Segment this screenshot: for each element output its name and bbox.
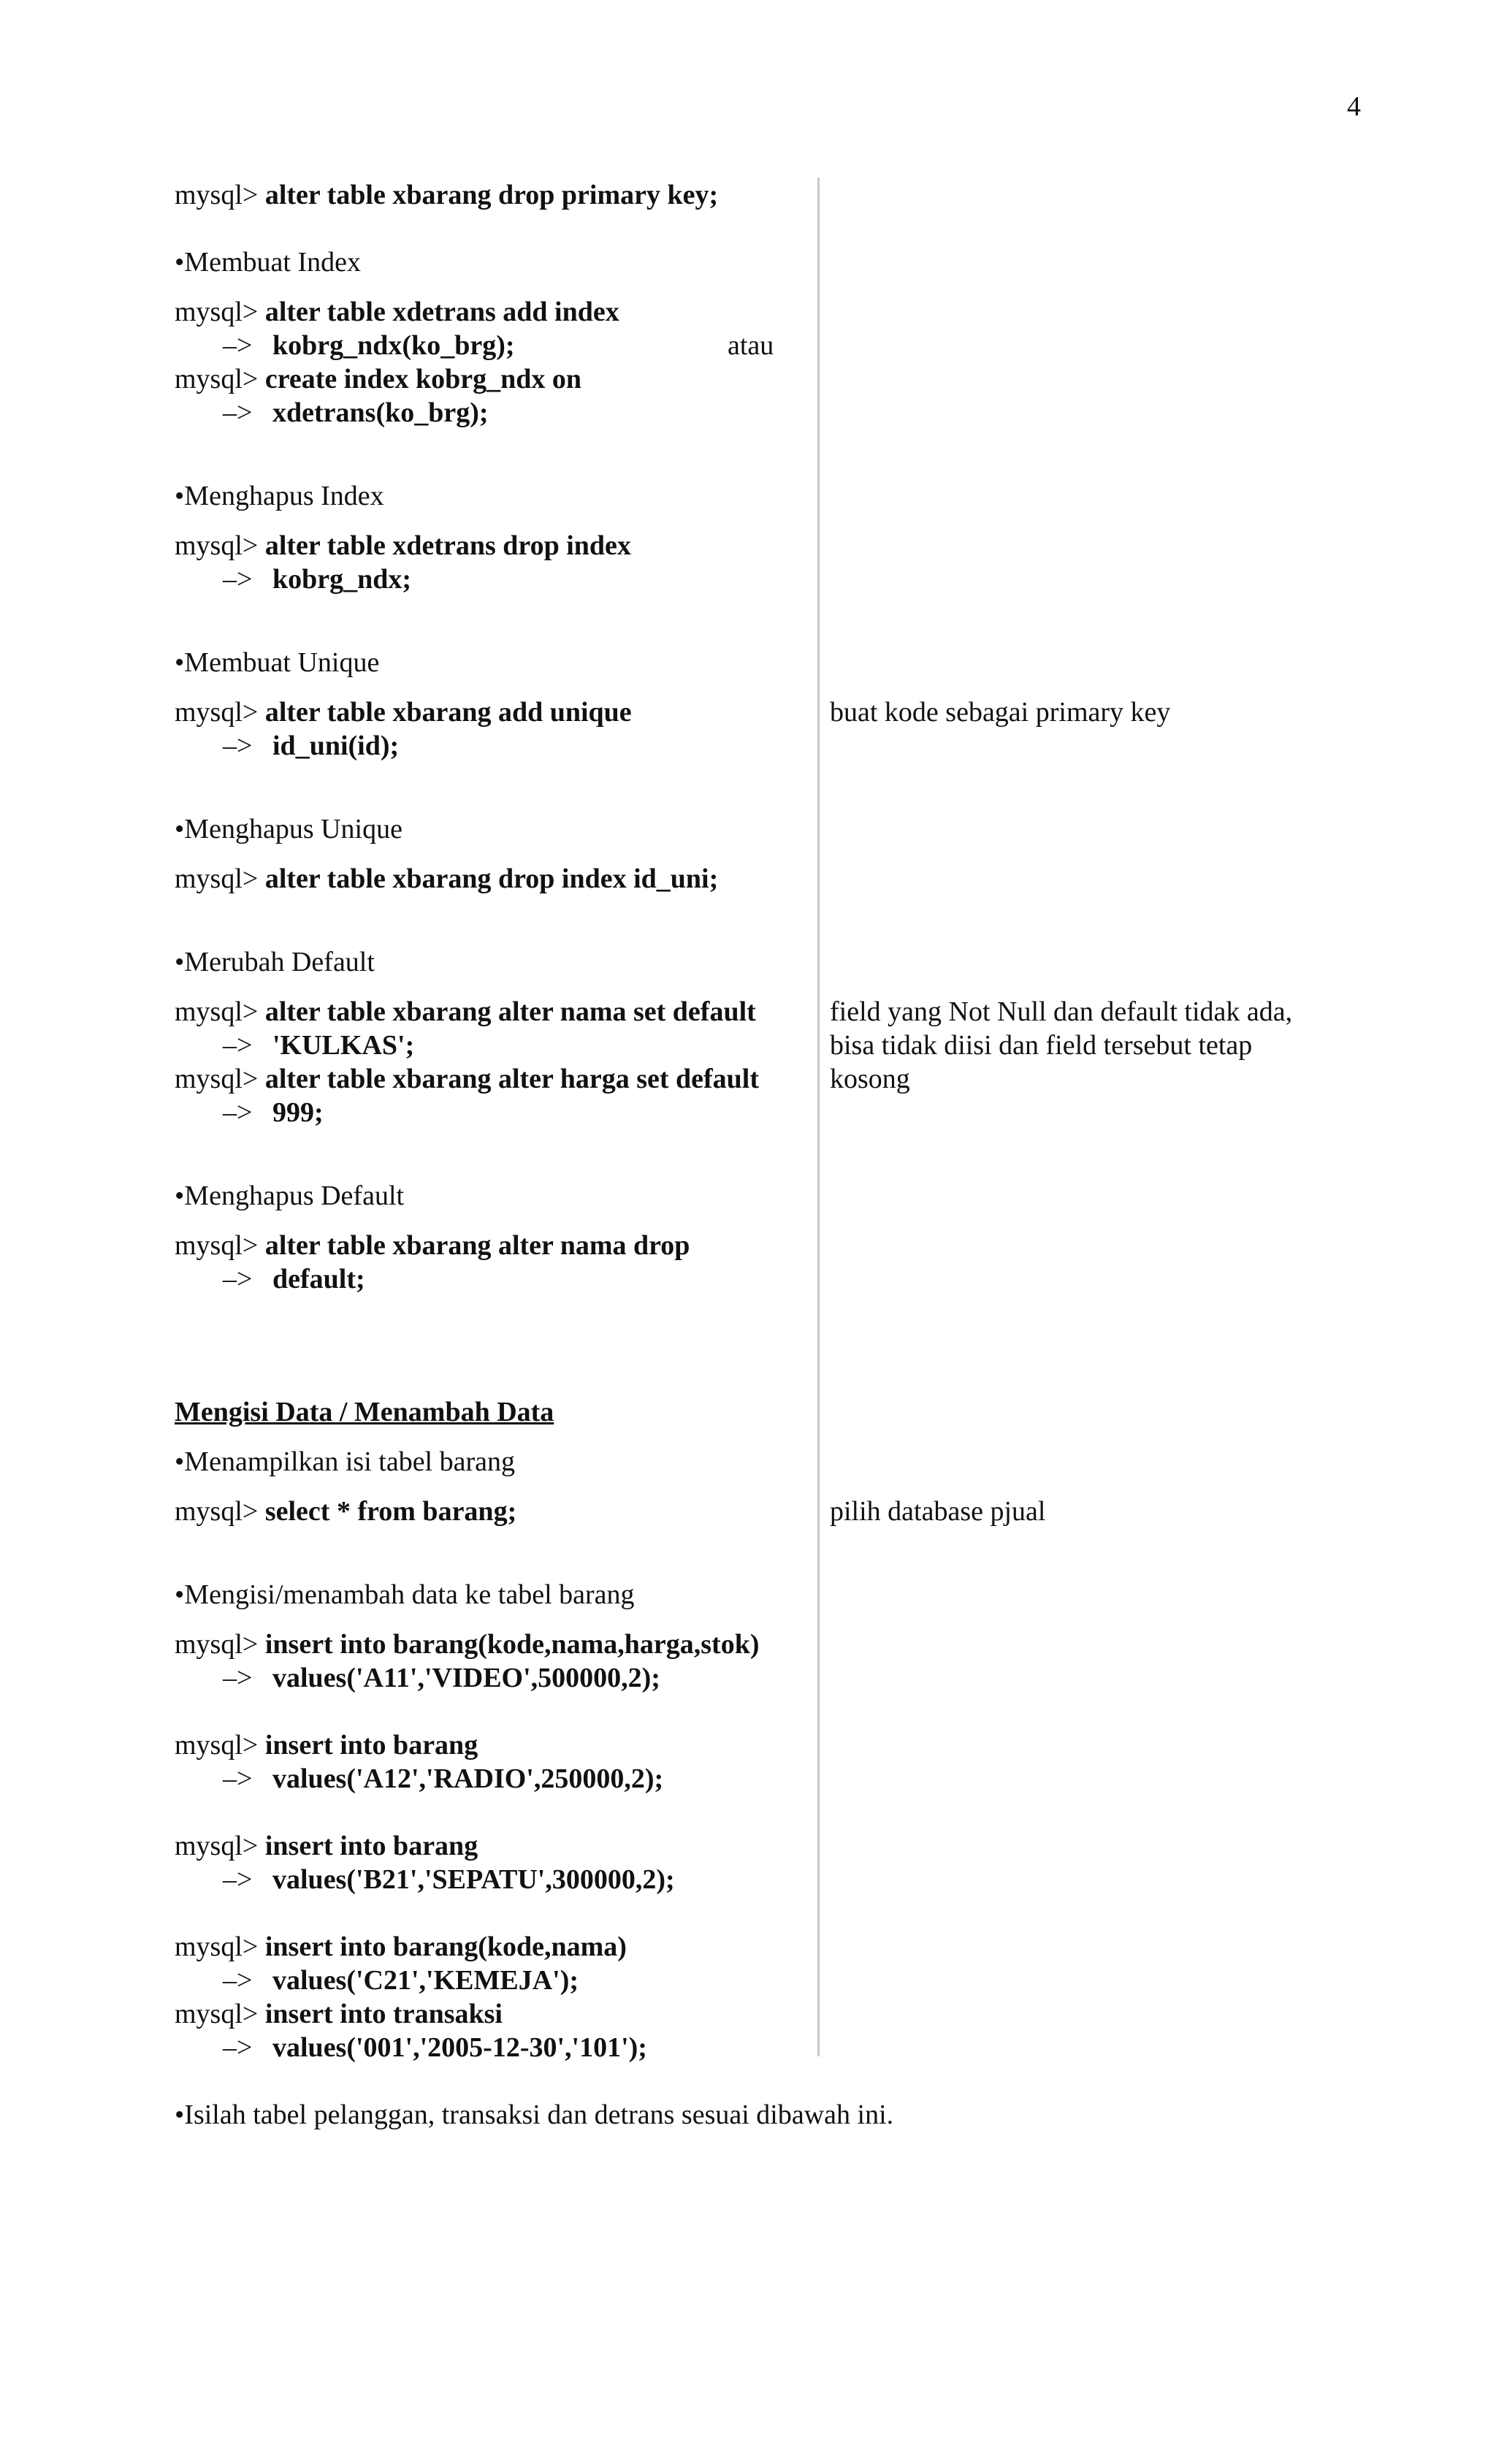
mysql-prompt: mysql> <box>175 1064 259 1094</box>
mysql-prompt: mysql> <box>175 364 259 394</box>
mysql-prompt: mysql> <box>175 297 259 327</box>
sql-command: 999; <box>272 1097 324 1128</box>
sql-continuation <box>223 1964 579 1997</box>
sql-continuation <box>223 1029 414 1062</box>
bullet-menghapus-unique: •Menghapus Unique <box>175 814 402 844</box>
sql-command: create index kobrg_ndx on <box>264 364 582 394</box>
continuation-arrow: –> <box>223 1864 253 1895</box>
bullet-isilah: •Isilah tabel pelanggan, transaksi dan detrans sesuai dibawah ini. <box>175 2099 894 2130</box>
continuation-arrow: –> <box>223 1264 253 1294</box>
sql-command: alter table xbarang drop index id_uni; <box>264 863 719 894</box>
sql-command: values('A11','VIDEO',500000,2); <box>272 1663 660 1693</box>
bullet-menampilkan: •Menampilkan isi tabel barang <box>175 1446 516 1477</box>
sql-command: insert into transaksi <box>264 1999 503 2029</box>
continuation-arrow: –> <box>223 1097 253 1128</box>
sql-command: kobrg_ndx; <box>272 564 412 595</box>
mysql-prompt: mysql> <box>175 1931 259 1962</box>
mysql-prompt: mysql> <box>175 697 259 728</box>
sql-command: values('A12','RADIO',250000,2); <box>272 1763 664 1794</box>
sql-command: default; <box>272 1264 365 1294</box>
note-default-line-2: bisa tidak diisi dan field tersebut tetap <box>830 1030 1253 1061</box>
sql-command: alter table xbarang add unique <box>264 697 632 728</box>
sql-command: alter table xdetrans drop index <box>264 530 631 561</box>
continuation-arrow: –> <box>223 2032 253 2063</box>
continuation-arrow: –> <box>223 1965 253 1996</box>
note-select: pilih database pjual <box>830 1496 1046 1527</box>
sql-continuation <box>223 1762 663 1796</box>
continuation-arrow: –> <box>223 564 253 595</box>
bullet-membuat-unique: •Membuat Unique <box>175 647 380 678</box>
sql-line-insert-5 <box>175 1997 503 2031</box>
page-number: 4 <box>1347 91 1361 122</box>
mysql-prompt: mysql> <box>175 996 259 1027</box>
continuation-arrow: –> <box>223 1030 253 1061</box>
sql-line-add-index <box>175 295 619 329</box>
continuation-arrow: –> <box>223 1763 253 1794</box>
sql-command: alter table xbarang alter nama drop <box>264 1230 690 1261</box>
sql-continuation <box>223 396 489 430</box>
mysql-prompt: mysql> <box>175 530 259 561</box>
section-heading: Mengisi Data / Menambah Data <box>175 1397 554 1427</box>
sql-line-drop-primary-key <box>175 178 718 212</box>
sql-line-insert-2 <box>175 1728 478 1762</box>
sql-command: values('B21','SEPATU',300000,2); <box>272 1864 675 1895</box>
sql-line-set-default-harga <box>175 1062 759 1096</box>
sql-line-add-unique <box>175 695 632 729</box>
continuation-arrow: –> <box>223 731 253 761</box>
sql-continuation <box>223 1863 675 1896</box>
sql-continuation <box>223 1096 324 1129</box>
sql-command: values('001','2005-12-30','101'); <box>272 2032 647 2063</box>
note-default-line-1: field yang Not Null dan default tidak ada, <box>830 996 1293 1027</box>
mysql-prompt: mysql> <box>175 1730 259 1761</box>
sql-line-insert-3 <box>175 1829 478 1863</box>
sql-continuation <box>223 562 411 596</box>
sql-command: values('C21','KEMEJA'); <box>272 1965 579 1996</box>
sql-command: id_uni(id); <box>272 731 400 761</box>
sql-command: insert into barang <box>264 1730 478 1761</box>
continuation-arrow: –> <box>223 397 253 428</box>
sql-command: insert into barang(kode,nama,harga,stok) <box>264 1629 760 1660</box>
bullet-membuat-index: •Membuat Index <box>175 247 361 278</box>
sql-command: insert into barang(kode,nama) <box>264 1931 627 1962</box>
continuation-arrow: –> <box>223 330 253 361</box>
sql-line-create-index <box>175 362 581 396</box>
sql-continuation <box>223 329 515 362</box>
sql-line-drop-unique <box>175 862 718 896</box>
sql-continuation <box>223 1661 660 1695</box>
sql-line-drop-default <box>175 1229 690 1262</box>
sql-command: select * from barang; <box>264 1496 517 1527</box>
sql-continuation <box>223 1262 365 1296</box>
sql-command: alter table xbarang alter harga set default <box>264 1064 760 1094</box>
mysql-prompt: mysql> <box>175 1999 259 2029</box>
mysql-prompt: mysql> <box>175 863 259 894</box>
bullet-menghapus-index: •Menghapus Index <box>175 481 384 511</box>
or-label: atau <box>728 330 774 361</box>
sql-command: kobrg_ndx(ko_brg); <box>272 330 515 361</box>
note-unique: buat kode sebagai primary key <box>830 697 1171 728</box>
continuation-arrow: –> <box>223 1663 253 1693</box>
sql-command: insert into barang <box>264 1831 478 1861</box>
sql-line-insert-1 <box>175 1628 760 1661</box>
sql-line-set-default-nama <box>175 995 756 1029</box>
bullet-menghapus-default: •Menghapus Default <box>175 1180 405 1211</box>
sql-line-select <box>175 1495 516 1528</box>
bullet-mengisi: •Mengisi/menambah data ke tabel barang <box>175 1579 635 1610</box>
mysql-prompt: mysql> <box>175 1496 259 1527</box>
sql-line-drop-index <box>175 529 631 562</box>
sql-line-insert-4 <box>175 1930 627 1964</box>
column-divider <box>817 178 820 2056</box>
sql-command: alter table xdetrans add index <box>264 297 619 327</box>
mysql-prompt: mysql> <box>175 1230 259 1261</box>
sql-command: xdetrans(ko_brg); <box>272 397 489 428</box>
mysql-prompt: mysql> <box>175 180 259 210</box>
bullet-merubah-default: •Merubah Default <box>175 947 375 977</box>
sql-continuation <box>223 729 399 763</box>
note-default-line-3: kosong <box>830 1064 910 1094</box>
sql-command: 'KULKAS'; <box>272 1030 415 1061</box>
sql-continuation <box>223 2031 647 2064</box>
sql-command: alter table xbarang alter nama set default <box>264 996 756 1027</box>
mysql-prompt: mysql> <box>175 1629 259 1660</box>
sql-command: alter table xbarang drop primary key; <box>264 180 719 210</box>
mysql-prompt: mysql> <box>175 1831 259 1861</box>
